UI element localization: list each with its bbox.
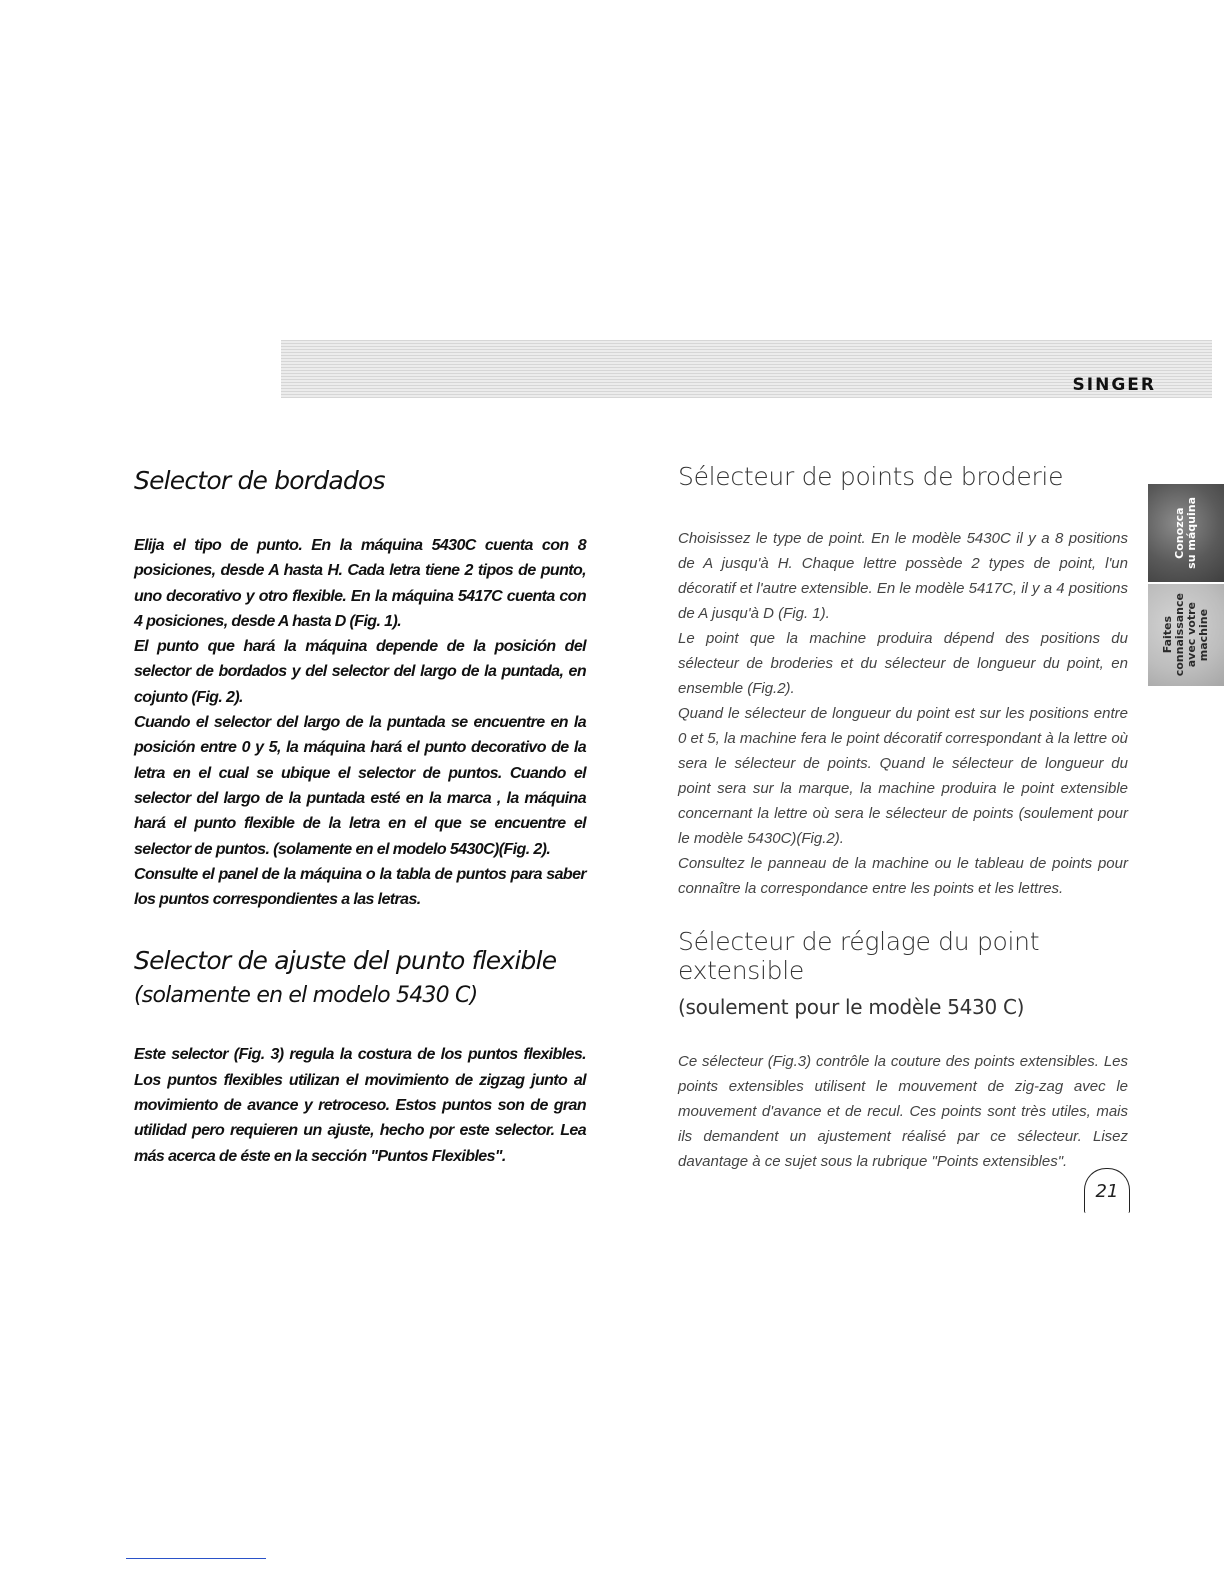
paragraph: Quand le sélecteur de longueur du point est sur les positions entre 0 et 5, la machine fera le point décoratif correspondant à la lettre où sera le sélecteur de points. Quand le sélecteur de longueur du point sera sur la marque, la machine produira le point extensible concernant la lettre où sera le sélecteur de points (soulement pour le modèle 5430C)(Fig.2). — [678, 705, 1128, 847]
paragraph: Ce sélecteur (Fig.3) contrôle la couture des points extensibles. Les points extensibles utilisent le mouvement de zig-zag avec le mouvement d'avance et de recul. Ces points sont très utiles, mais ils demandent un ajustement réalisé par ce sélecteur. Lisez davantage à ce sujet sous la rubrique "Points extensibles". — [678, 1053, 1128, 1170]
header-band — [281, 340, 1212, 398]
paragraph: Cuando el selector del largo de la puntada se encuentre en la posición entre 0 y 5, la máquina hará el punto decorativo de la letra en el cual se ubique el selector de puntos. Cuando el selector del largo de la puntada esté en la marca , la máquina hará el punto flexible de la letra en el que se encuentre el selector de puntos. (solamente en el modelo 5430C)(Fig. 2). — [134, 714, 586, 858]
side-tab-spanish — [1148, 484, 1224, 582]
section-title: Selector de bordados — [134, 466, 385, 495]
section-title: Sélecteur de points de broderie — [678, 462, 1064, 491]
section-title: Selector de ajuste del punto flexible — [134, 946, 557, 976]
brand-logo: SINGER — [1072, 375, 1156, 395]
french-column — [678, 462, 1128, 1174]
side-tab-french — [1148, 584, 1224, 686]
page-number: 21 — [1084, 1168, 1130, 1213]
paragraph: Consulte el panel de la máquina o la tabla de puntos para saber los puntos correspondientes a las letras. — [134, 865, 586, 909]
paragraph: Este selector (Fig. 3) regula la costura de los puntos flexibles. Los puntos flexibles utilizan el movimiento de zigzag junto al movimiento de avance y retroceso. Estos puntos son de gran utilidad pero requieren un ajuste, hecho por este selector. Lea más acerca de éste en la sección "Puntos Flexibles". — [134, 1046, 586, 1165]
footer-rule — [126, 1558, 266, 1559]
spanish-column — [134, 466, 586, 1169]
paragraph: Le point que la machine produira dépend des positions du sélecteur de broderies et du sélecteur de longueur du point, en ensemble (Fig.2). — [678, 630, 1128, 697]
section-title: Sélecteur de réglage du point extensible — [678, 927, 1040, 985]
paragraph: Choisissez le type de point. En le modèle 5430C il y a 8 positions de A jusqu'à H. Chaque lettre possède 2 types de point, l'un décoratif et l'autre extensible. En le modèle 5417C, il y a 4 positions de A jusqu'à D (Fig. 1). — [678, 530, 1128, 622]
section-subtitle: (solamente en el modelo 5430 C) — [134, 983, 478, 1009]
side-tab-label: Conozca su máquina — [1173, 497, 1198, 569]
paragraph: El punto que hará la máquina depende de la posición del selector de bordados y del selector del largo de la puntada, en cojunto (Fig. 2). — [134, 638, 586, 706]
paragraph: Consultez le panneau de la machine ou le tableau de points pour connaître la correspondance entre les points et les lettres. — [678, 855, 1128, 897]
section-subtitle: (soulement pour le modèle 5430 C) — [678, 995, 1025, 1019]
side-tab-label: Faites connaissance avec votre machine — [1161, 593, 1210, 677]
paragraph: Elija el tipo de punto. En la máquina 5430C cuenta con 8 posiciones, desde A hasta H. Cada letra tiene 2 tipos de punto, uno decorativo y otro flexible. En la máquina 5417C cuenta con 4 posiciones, desde A hasta D (Fig. 1). — [134, 537, 586, 630]
